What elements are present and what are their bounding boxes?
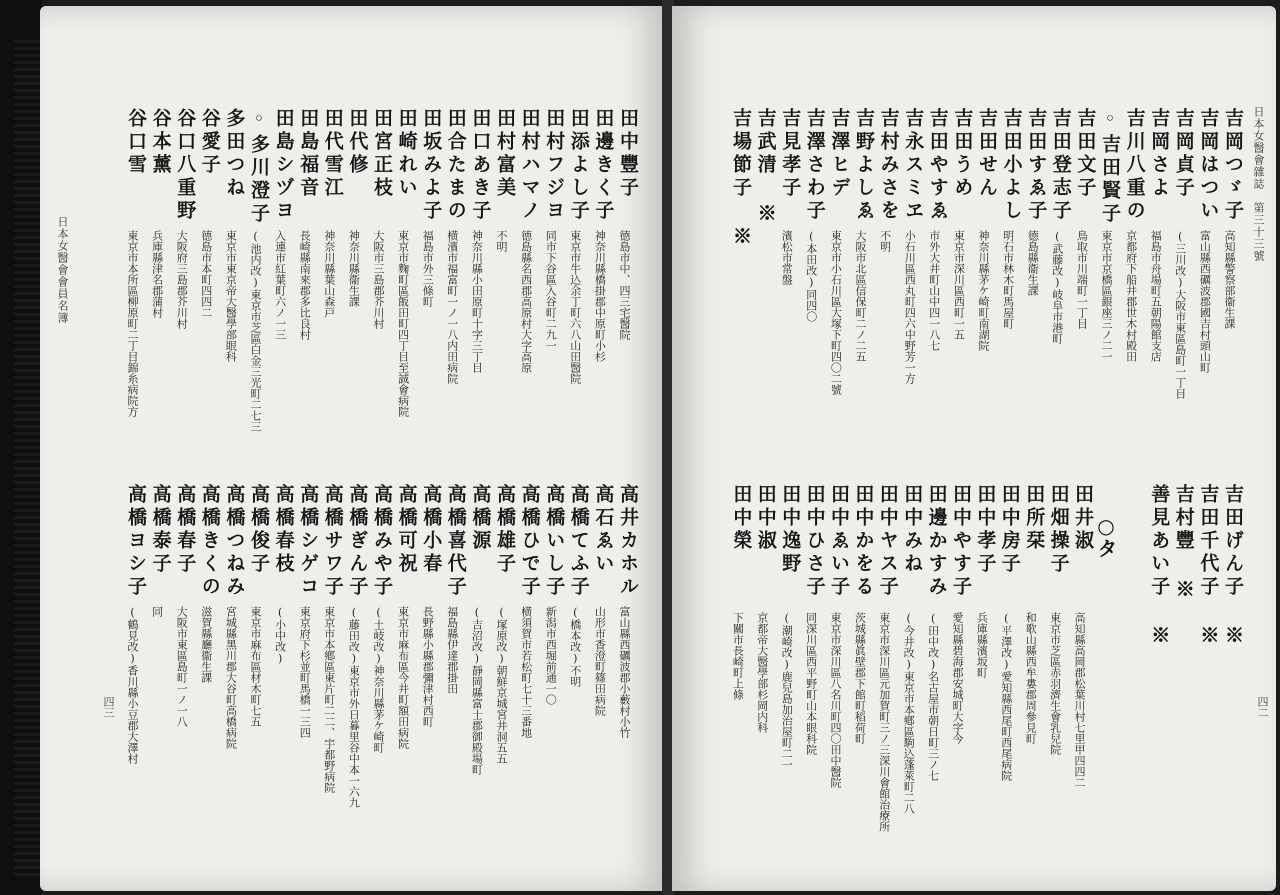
entry-address: (本田改)同四〇: [804, 230, 818, 322]
entry-address: 不明: [495, 230, 508, 252]
entry-address: (田中改)名古屋市朝日町三ノ七: [926, 612, 940, 781]
entry-address: 横須賀市若松町七十三番地: [519, 606, 533, 738]
entry-address: 東京市牛込余丁町六八山田醫院: [568, 230, 582, 384]
entry-name: 田中豐子: [617, 108, 639, 200]
entry-address: 富山縣西礪波郡國吉村頭山町: [1198, 230, 1212, 373]
entry-address: 和歌山縣西牟婁郡周參見町: [1024, 612, 1038, 744]
entry-name: 吉澤ヒデ: [828, 108, 851, 200]
entry-address: 大阪府三島郡芥川村: [175, 230, 189, 329]
entry-address: 京都府下船井郡世木村殿田: [1124, 230, 1138, 362]
entry-name: 吉田すゑ子: [1025, 108, 1048, 223]
entry-name: ◦多川澄子: [248, 108, 270, 226]
entry-address: 德島縣名西郡高原村大字高原: [519, 230, 533, 373]
left-page-number: 四三: [102, 696, 115, 718]
entry-name: 高橋サワ子: [321, 484, 344, 599]
entry-name: 高橋ヨシ子: [125, 484, 147, 599]
scan-edge: [0, 0, 42, 895]
entry-address: 新潟市西堀前通一〇: [544, 606, 558, 705]
entry-address: 鳥取市川端町一丁目: [1075, 230, 1089, 329]
entry-name: 高橋つねみ: [223, 484, 246, 599]
entry-address: 兵庫縣濱坂町: [975, 612, 989, 678]
entry-name: 高井カホル: [617, 484, 639, 599]
entry-address: (三川改)大阪市東區島町一丁目: [1173, 230, 1187, 399]
entry-name: 田村フジヨ: [543, 108, 566, 223]
entry-name: 高橋ぎん子: [346, 484, 369, 599]
entry-name: 谷口雪: [125, 108, 147, 177]
entry-name: 高橋春枝: [272, 484, 295, 576]
entry-address: 神奈川縣衞生課: [347, 230, 361, 307]
entry-name: 田畑操子: [1047, 484, 1070, 576]
entry-name: 田添よし子: [567, 108, 590, 223]
entry-address: (藤田改)東京市外日暮里谷中本一六九: [347, 606, 361, 808]
entry-name: 吉澤さわ子: [803, 108, 826, 223]
entry-address: 東京市深川區八名川町四〇田中醫院: [829, 612, 842, 788]
entry-address: 高知縣高岡郡松葉川村七里甲四四二: [1073, 612, 1086, 788]
entry-name: 吉村豐 ※: [1172, 484, 1195, 602]
entry-address: 德島市中、四三宅醫院: [618, 230, 631, 340]
entry-name: 吉岡貞子: [1172, 108, 1195, 200]
entry-name: 高橋小春: [420, 484, 443, 576]
entry-name: 谷本薰: [149, 108, 172, 177]
entry-address: 東京市芝區赤羽濟生會乳兒院: [1048, 612, 1062, 755]
entry-name: 吉田うめ: [951, 108, 974, 200]
entry-address: 東京市東京帝大醫學部眼科: [224, 230, 238, 362]
entry-name: 田代雪江: [321, 108, 344, 200]
entry-name: ◦吉田賢子: [1099, 108, 1121, 226]
entry-name: 田中ひさ子: [803, 484, 826, 599]
entry-address: 横濱市福富町一ノ一八内田病院: [445, 230, 459, 384]
entry-address: 長野縣小縣郡彌津村西町: [421, 606, 435, 727]
entry-name: 吉野よしゑ: [853, 108, 875, 223]
entry-address: 大阪市三島郡芥川村: [372, 230, 385, 329]
entry-name: 田島シヅヨ: [272, 108, 295, 223]
entry-address: 東京市深川區元加賀町三ノ三深川會館治療所: [877, 612, 891, 832]
entry-address: 宮城縣黑川郡大谷町高橋病院: [224, 606, 238, 749]
entry-address: 德島市本町四四二: [199, 230, 213, 318]
entry-name: 田中かをる: [852, 484, 875, 599]
entry-name: 吉田登志子: [1049, 108, 1072, 223]
entry-name: 吉場節子 ※: [730, 108, 752, 249]
entry-name: 高橋喜代子: [444, 484, 467, 599]
entry-name: 田中やす子: [950, 484, 972, 599]
entry-address: 東京市麻布區材木町七五: [249, 606, 262, 727]
entry-name: 高橋いし子: [543, 484, 566, 599]
entry-address: 東京市京橋區銀座三ノ二一: [1100, 230, 1113, 362]
entry-address: 東京市本所區柳原町二丁目錦糸病院方: [126, 230, 139, 417]
entry-name: 田井淑: [1072, 484, 1094, 553]
entry-address: 長崎縣南來郡多比良村: [298, 230, 312, 340]
entry-name: 高橋きくの: [198, 484, 221, 599]
entry-address: (土岐改)神奈川縣茅ケ崎町: [372, 606, 385, 753]
entry-address: (鶴見改)香川縣小豆郡大澤村: [126, 606, 139, 764]
left-page: [40, 6, 665, 891]
entry-name: 吉岡さよ: [1148, 108, 1171, 200]
entry-name: 高橋ひで子: [518, 484, 541, 599]
entry-name: 高橋俊子: [248, 484, 270, 576]
entry-name: 田崎れい: [395, 108, 418, 200]
entry-address: 福島市舟場町五朝陽館支店: [1149, 230, 1163, 362]
entry-address: 茨城縣眞壁郡下館町稻荷町: [853, 612, 867, 744]
entry-name: 吉岡はつい: [1197, 108, 1220, 223]
entry-name: 吉田やすゑ: [926, 108, 949, 223]
entry-address: 滋賀縣廳衞生課: [199, 606, 213, 683]
entry-address: 東京市麴町區飯田町四丁目至誠會病院: [396, 230, 410, 417]
entry-address: 德島縣衞生課: [1026, 230, 1040, 296]
entry-address: (武藤改)岐阜市港町: [1050, 230, 1064, 344]
entry-name: 高橋みや子: [371, 484, 393, 599]
entry-address: 京都帝大醫學部杉岡内科: [755, 612, 769, 733]
entry-address: 愛知縣碧海郡安城町大字今: [951, 612, 964, 744]
entry-address: 東京市本鄕區東片町二二、宇都野病院: [322, 606, 336, 793]
entry-name: 田邊きく子: [592, 108, 615, 223]
entry-name: 高橋可祝: [395, 484, 418, 576]
entry-name: 田島福音: [297, 108, 320, 200]
entry-name: 吉村みさを: [877, 108, 900, 223]
entry-address: 東京市麻布區今井町額田病院: [396, 606, 410, 749]
entry-name: 谷口八重野: [174, 108, 197, 223]
entry-name: 高橋てふ子: [567, 484, 590, 599]
entry-name: 田中ゑい子: [828, 484, 850, 599]
entry-address: 大阪市東區島町一ノ一八: [175, 606, 189, 727]
entry-name: 高橋シゲコ: [297, 484, 320, 599]
entry-name: 吉田せん: [976, 108, 998, 200]
entry-address: 入連市紅葉町六ノ一三: [273, 230, 287, 340]
entry-name: 田中みね: [901, 484, 924, 576]
entry-name: 高石ゑい: [592, 484, 615, 576]
entry-name: 田中ヤス子: [876, 484, 899, 599]
entry-name: 田口あき子: [469, 108, 492, 223]
entry-address: 東京市深川區西町一五: [952, 230, 966, 340]
entry-address: 下關市長崎町上條: [731, 612, 745, 700]
entry-address: 市外大井町山中四一八七: [927, 230, 941, 351]
entry-address: 同深川區西平野町山本眼科院: [804, 612, 818, 755]
entry-address: 神奈川縣葉山森戸: [322, 230, 336, 318]
entry-address: (小中改): [273, 606, 287, 665]
entry-name: 吉武清 ※: [754, 108, 777, 226]
entry-address: 東京市小石川區大塚下町四〇二號: [829, 230, 843, 395]
entry-name: 吉田げん子 ※: [1222, 484, 1244, 648]
entry-name: 田邊かすみ: [925, 484, 948, 599]
entry-address: (池内改)東京市芝區白金三光町二七三: [249, 230, 262, 432]
entry-name: 田中房子: [998, 484, 1021, 576]
entry-address: 福島市外三條町: [421, 230, 435, 307]
entry-address: 不明: [878, 230, 892, 252]
entry-address: (平澤改)愛知縣西尾町西尾病院: [999, 612, 1013, 781]
entry-address: 富山縣西礪波郡小藪村小竹: [618, 606, 631, 738]
entry-name: 田中孝子: [974, 484, 997, 576]
entry-address: 東京府下杉並町馬橋一三四: [298, 606, 312, 738]
entry-address: (今井改)東京市本鄕區駒込蓬萊町二八: [902, 612, 916, 814]
entry-name: 吉永スミヱ: [902, 108, 925, 223]
entry-address: (吉沼改)靜岡縣富士郡御殿場町: [470, 606, 484, 775]
entry-name: 高橋雄子: [494, 484, 516, 576]
left-footer-title: 日本女醫會會員名簿: [56, 216, 69, 324]
entry-address: 神奈川縣小田原町十字三丁目: [470, 230, 484, 373]
entry-name: 田坂みよ子: [420, 108, 443, 223]
entry-name: 田中榮: [730, 484, 753, 553]
entry-address: 兵庫縣津名郡蒲村: [150, 230, 164, 318]
entry-address: 同: [150, 606, 164, 617]
entry-name: 高橋源: [469, 484, 492, 553]
entry-name: 田宮正枝: [371, 108, 393, 200]
right-page: [672, 6, 1276, 891]
entry-address: 明石市林木町馬屋町: [1001, 230, 1015, 329]
entry-name: 田中淑: [754, 484, 777, 553]
entry-name: 田中逸野: [779, 484, 802, 576]
entry-address: (塚原改)朝鮮京城宮井洞五五: [495, 606, 508, 764]
entry-name: 田所栞: [1023, 484, 1046, 553]
entry-address: 高知縣警察部衞生課: [1223, 230, 1236, 329]
entry-name: 田代修: [346, 108, 369, 177]
entry-address: 山形市香澄町篠田病院: [593, 606, 607, 716]
entry-name: 田村富美: [494, 108, 516, 200]
entry-name: 吉田文子: [1074, 108, 1097, 200]
entry-name: 高橋泰子: [149, 484, 172, 576]
entry-name: 吉見孝子: [779, 108, 802, 200]
entry-address: 神奈川縣橋掛郡中原町小杉: [593, 230, 607, 362]
entry-name: 谷愛子: [198, 108, 221, 177]
bleed-through: [14, 40, 40, 880]
entry-name: 多田つね: [223, 108, 246, 200]
entry-name: 吉田千代子 ※: [1197, 484, 1220, 648]
entry-name: 吉田小よし: [1000, 108, 1023, 223]
entry-address: 小石川區西丸町四六中野芳一方: [903, 230, 917, 384]
entry-address: 福島縣伊達郡掛田: [445, 606, 459, 694]
entry-address: 神奈川縣茅ケ崎町南湖院: [977, 230, 990, 351]
entry-name: 高橋春子: [174, 484, 197, 576]
entry-address: (橋本改)不明: [568, 606, 582, 687]
entry-address: 同市下谷區入谷町二九一: [544, 230, 558, 351]
right-page-number: 四二: [1256, 696, 1269, 718]
entry-address: 濱松市常盤: [780, 230, 794, 285]
entry-address: (潮崎改)鹿兒島加治屋町二一: [780, 612, 794, 770]
entry-address: 大阪市北區信保町二ノ二五: [854, 230, 867, 362]
entry-name: 吉岡つゞ子: [1222, 108, 1244, 223]
section-ta-heading: ○タ: [1094, 514, 1118, 558]
entry-name: 田合たまの: [444, 108, 467, 223]
entry-name: 田村ハマノ: [518, 108, 541, 223]
entry-name: 善見あい子 ※: [1148, 484, 1171, 648]
entry-name: 吉川八重の: [1123, 108, 1146, 223]
running-head: 日本女醫會雜誌 第三十三號: [1252, 106, 1265, 262]
